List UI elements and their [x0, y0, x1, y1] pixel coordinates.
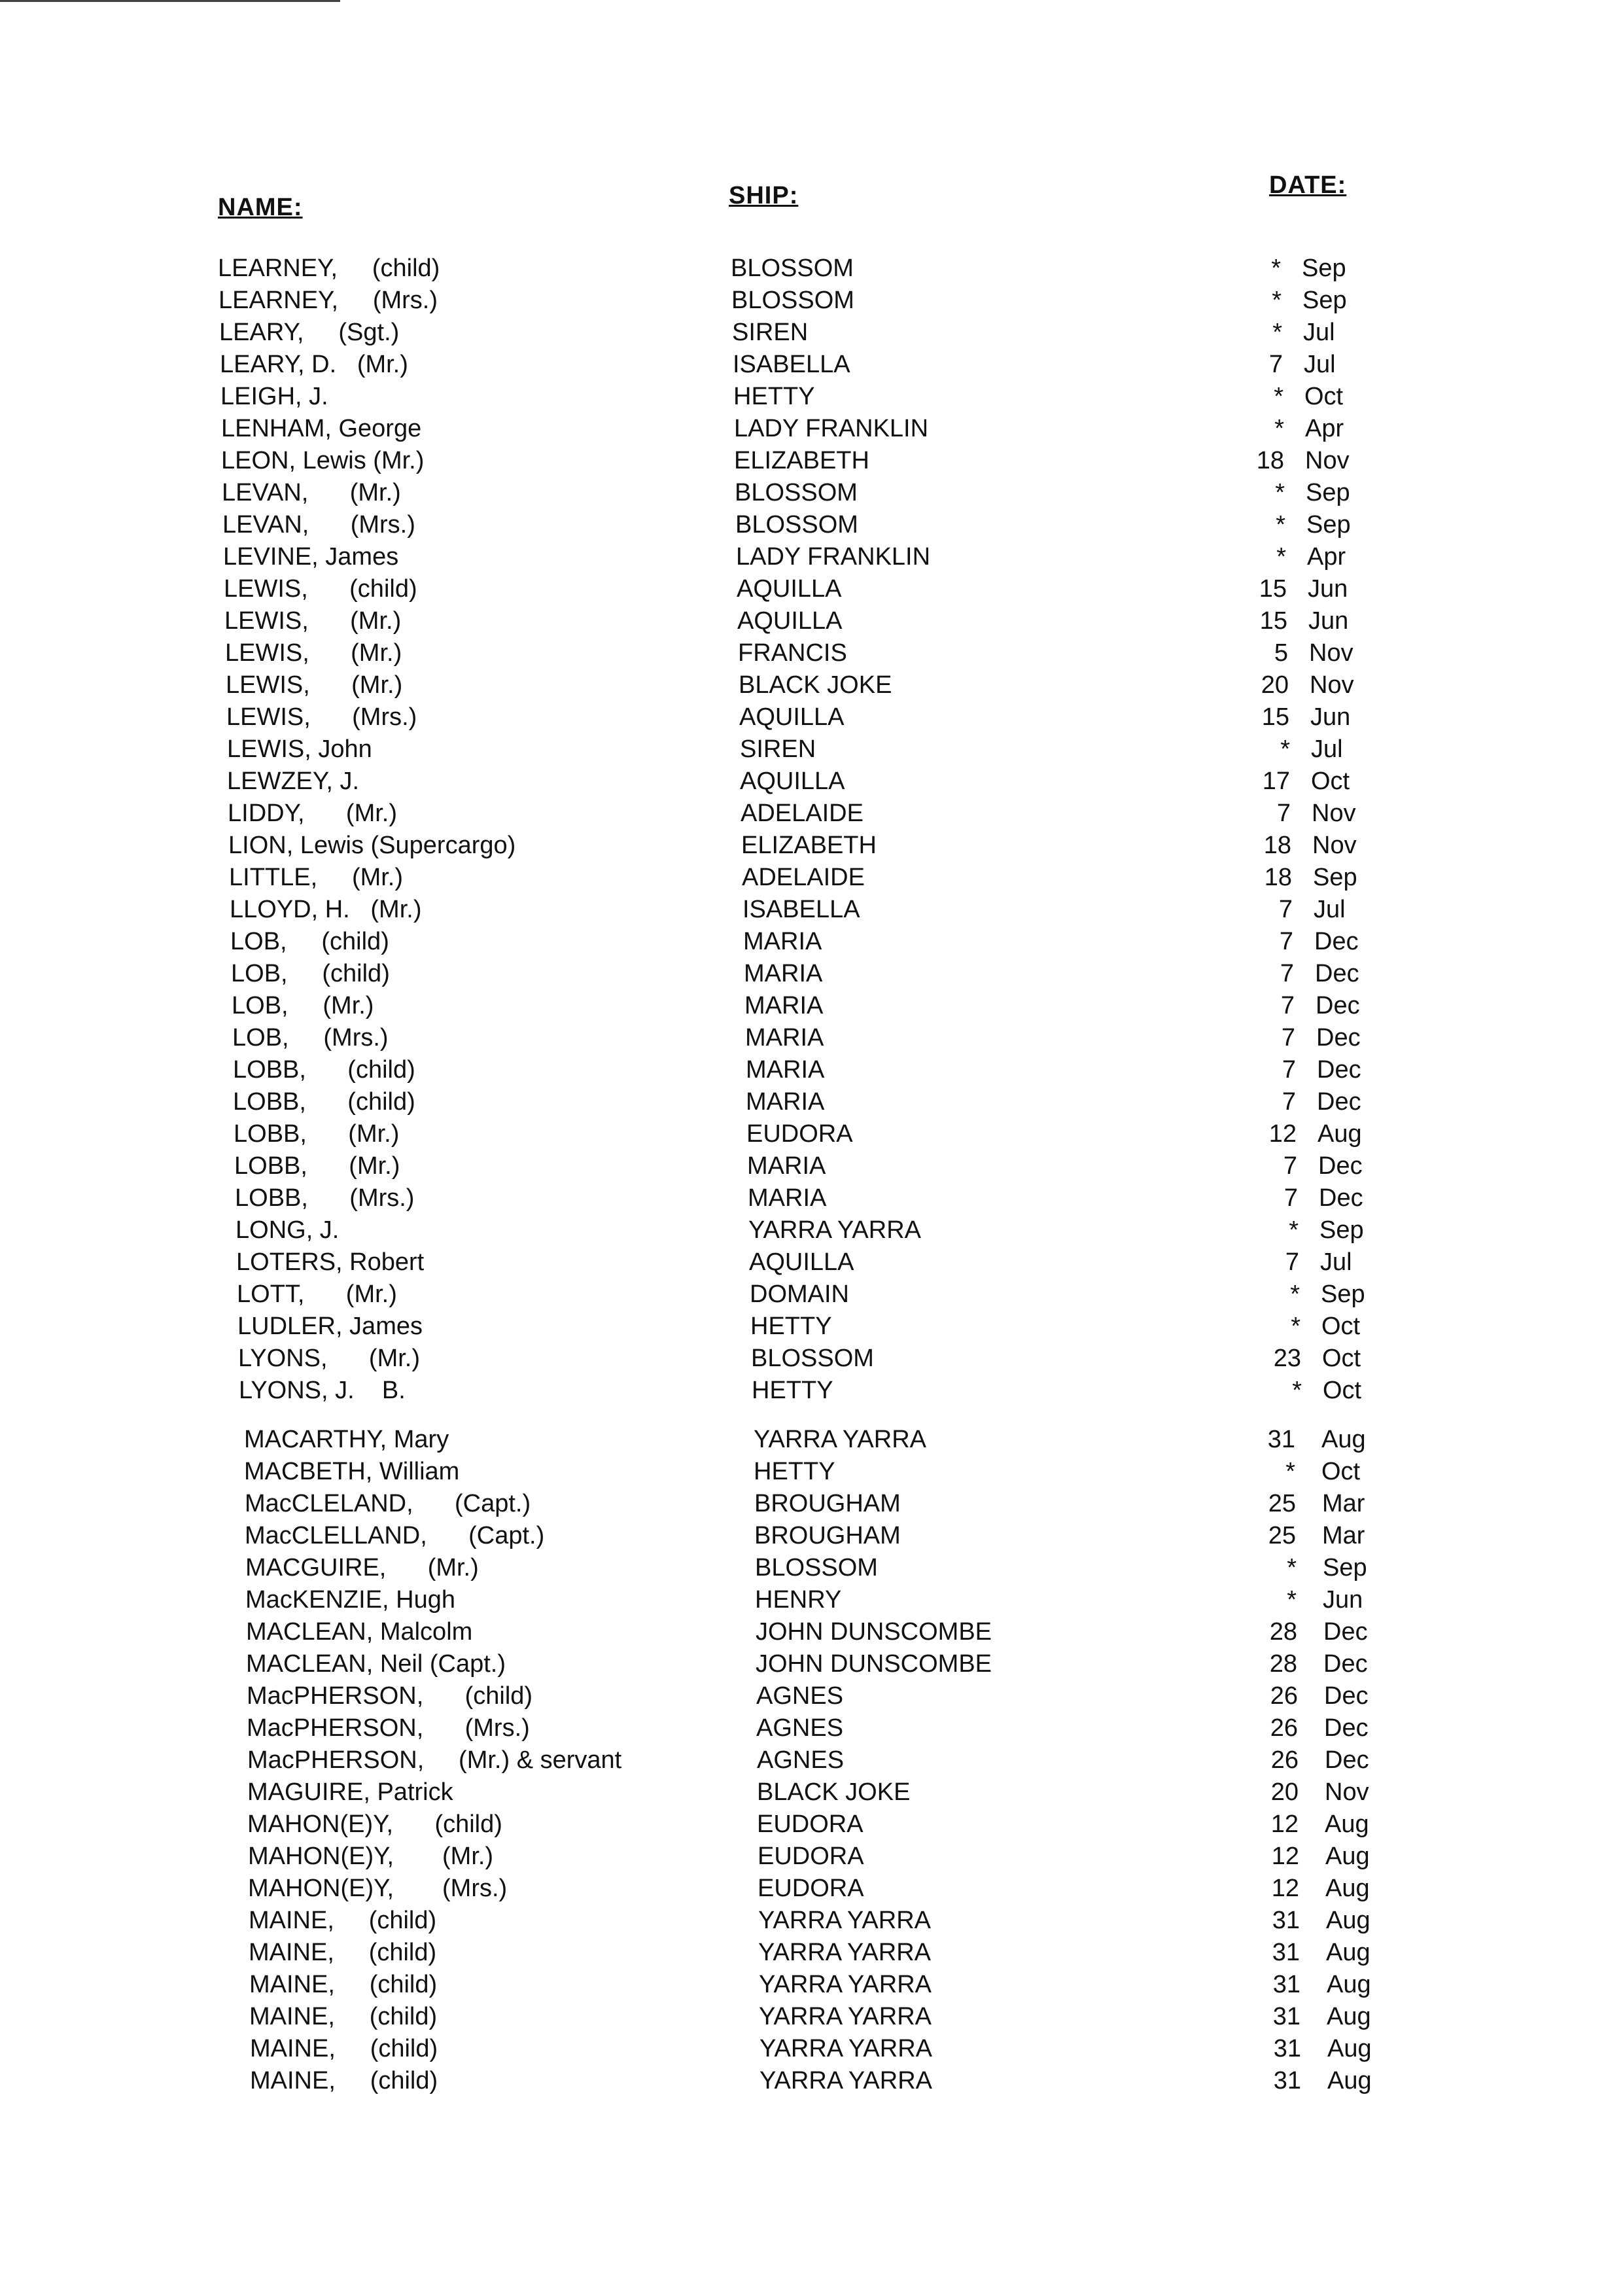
passenger-name: MACGUIRE, (Mr.) [245, 1554, 479, 1581]
passenger-name: LOTERS, Robert [236, 1248, 425, 1276]
date-day: * [1285, 1458, 1295, 1485]
ship-name: ADELAIDE [741, 800, 864, 827]
ship-name: AQUILLA [740, 768, 845, 795]
date-day: * [1287, 1554, 1297, 1581]
ship-name: EUDORA [758, 1875, 864, 1902]
date-month: Aug [1325, 1810, 1369, 1838]
table-row [0, 766, 1623, 798]
date-day: 26 [1270, 1682, 1298, 1710]
date-month: Aug [1327, 2003, 1371, 2030]
passenger-name: LEWIS, (child) [224, 575, 417, 603]
table-row [0, 253, 1623, 285]
date-day: 18 [1256, 447, 1284, 474]
table-row [0, 830, 1623, 862]
ship-name: BLACK JOKE [739, 671, 892, 699]
ship-name: YARRA YARRA [759, 2035, 932, 2062]
date-day: 26 [1270, 1746, 1299, 1774]
ship-name: MARIA [743, 928, 822, 955]
date-day: 7 [1279, 928, 1293, 955]
date-day: 31 [1272, 1939, 1300, 1966]
ship-name: SIREN [732, 319, 809, 346]
passenger-name: MacCLELAND, (Capt.) [245, 1490, 531, 1517]
passenger-name: LOBB, (child) [233, 1056, 415, 1084]
date-month: Dec [1317, 1056, 1361, 1084]
date-month: Jul [1320, 1248, 1352, 1276]
passenger-name: LEARNEY, (child) [218, 255, 440, 282]
passenger-name: LEVAN, (Mrs.) [222, 511, 415, 539]
date-day: * [1289, 1216, 1299, 1244]
passenger-name: LOBB, (Mr.) [234, 1120, 400, 1148]
date-day: * [1272, 287, 1282, 314]
date-day: 31 [1273, 2035, 1301, 2062]
table-row [0, 1712, 1623, 1744]
date-month: Oct [1321, 1458, 1361, 1485]
passenger-name: MacPHERSON, (child) [247, 1682, 533, 1710]
table-row [0, 669, 1623, 701]
passenger-list-l [0, 253, 1623, 1407]
passenger-name: LEWIS, (Mr.) [225, 639, 402, 667]
date-month: Oct [1323, 1377, 1362, 1404]
date-day: 5 [1274, 639, 1288, 667]
date-day: 31 [1267, 1426, 1295, 1453]
date-month: Nov [1305, 447, 1350, 474]
date-day: * [1274, 383, 1283, 410]
ship-name: BLACK JOKE [757, 1778, 911, 1806]
ship-name: DOMAIN [750, 1280, 849, 1308]
date-month: Apr [1307, 543, 1346, 571]
ship-name: ISABELLA [733, 351, 850, 378]
passenger-name: LEVINE, James [223, 543, 399, 571]
header-date: DATE: [1269, 171, 1347, 199]
table-row [0, 637, 1623, 669]
passenger-name: MacPHERSON, (Mrs.) [247, 1714, 530, 1742]
date-month: Nov [1325, 1778, 1369, 1806]
date-day: 20 [1270, 1778, 1299, 1806]
passenger-name: LYONS, J. B. [239, 1377, 406, 1404]
date-month: Sep [1319, 1216, 1364, 1244]
passenger-name: MAHON(E)Y, (Mr.) [248, 1843, 494, 1870]
ship-name: AQUILLA [739, 703, 845, 731]
ship-name: HETTY [733, 383, 815, 410]
date-day: 12 [1270, 1810, 1299, 1838]
table-row [0, 1809, 1623, 1841]
ship-name: BLOSSOM [735, 511, 858, 539]
ship-name: YARRA YARRA [758, 1939, 931, 1966]
passenger-name: LEVAN, (Mr.) [222, 479, 401, 506]
table-row [0, 1488, 1623, 1520]
date-month: Mar [1322, 1490, 1365, 1517]
date-day: 17 [1262, 768, 1290, 795]
date-day: 7 [1278, 896, 1293, 923]
table-row [0, 733, 1623, 766]
header-name: NAME: [218, 194, 303, 221]
date-month: Apr [1305, 415, 1344, 442]
ship-name: MARIA [744, 960, 823, 987]
ship-name: EUDORA [746, 1120, 853, 1148]
date-month: Aug [1326, 1939, 1370, 1966]
ship-name: AGNES [756, 1714, 844, 1742]
date-month: Oct [1322, 1345, 1361, 1372]
date-month: Aug [1326, 1907, 1370, 1934]
table-row [0, 1905, 1623, 1937]
date-month: Aug [1327, 2067, 1372, 2094]
table-row [0, 509, 1623, 541]
table-row [0, 413, 1623, 445]
date-day: 7 [1283, 1184, 1298, 1212]
passenger-name: MAINE, (child) [249, 1939, 437, 1966]
ship-name: MARIA [747, 1152, 826, 1180]
date-day: 7 [1285, 1248, 1299, 1276]
date-month: Jun [1308, 607, 1349, 635]
scan-edge-line [0, 0, 340, 2]
table-row [0, 1744, 1623, 1776]
passenger-name: MAINE, (child) [249, 1971, 438, 1998]
date-day: * [1274, 415, 1284, 442]
passenger-name: LYONS, (Mr.) [238, 1345, 420, 1372]
table-row [0, 1584, 1623, 1616]
date-month: Aug [1327, 2035, 1372, 2062]
table-row [0, 1022, 1623, 1054]
passenger-name: LEWIS, (Mr.) [226, 671, 403, 699]
table-row [0, 701, 1623, 733]
ship-name: YARRA YARRA [754, 1426, 926, 1453]
ship-name: AQUILLA [737, 575, 842, 603]
date-month: Sep [1302, 287, 1347, 314]
ship-name: BLOSSOM [731, 287, 854, 314]
table-row [0, 1937, 1623, 1969]
table-row [0, 541, 1623, 573]
passenger-name: MAINE, (child) [250, 2067, 438, 2094]
date-day: 28 [1269, 1618, 1297, 1646]
date-day: 31 [1272, 1907, 1300, 1934]
table-row [0, 926, 1623, 958]
table-row [0, 317, 1623, 349]
table-row [0, 573, 1623, 605]
ship-name: JOHN DUNSCOMBE [756, 1618, 992, 1646]
date-day: * [1287, 1586, 1297, 1614]
ship-name: ELIZABETH [741, 832, 877, 859]
date-day: 28 [1269, 1650, 1297, 1678]
date-day: 25 [1268, 1490, 1296, 1517]
table-row [0, 1776, 1623, 1809]
table-row [0, 1616, 1623, 1648]
date-month: Jul [1304, 351, 1336, 378]
table-row [0, 381, 1623, 413]
table-row [0, 1118, 1623, 1150]
table-row [0, 1424, 1623, 1456]
date-month: Dec [1314, 928, 1359, 955]
passenger-name: LEWIS, (Mrs.) [226, 703, 417, 731]
date-month: Jun [1323, 1586, 1363, 1614]
date-day: * [1276, 543, 1286, 571]
date-month: Nov [1312, 832, 1357, 859]
date-month: Jul [1303, 319, 1335, 346]
date-month: Sep [1302, 255, 1346, 282]
passenger-name: LEWIS, (Mr.) [224, 607, 402, 635]
table-row [0, 1311, 1623, 1343]
date-day: * [1276, 511, 1285, 539]
date-month: Dec [1324, 1682, 1369, 1710]
ship-name: YARRA YARRA [748, 1216, 921, 1244]
ship-name: BLOSSOM [751, 1345, 874, 1372]
passenger-name: LEWIS, John [227, 735, 372, 763]
date-month: Dec [1316, 992, 1360, 1019]
ship-name: YARRA YARRA [759, 2067, 932, 2094]
date-day: * [1291, 1313, 1300, 1340]
table-row [0, 1375, 1623, 1407]
passenger-name: MACBETH, William [244, 1458, 460, 1485]
date-day: 7 [1280, 960, 1294, 987]
date-month: Aug [1327, 1971, 1371, 1998]
table-row [0, 445, 1623, 477]
date-day: 26 [1270, 1714, 1298, 1742]
passenger-name: LLOYD, H. (Mr.) [230, 896, 422, 923]
date-month: Nov [1312, 800, 1356, 827]
table-row [0, 2033, 1623, 2065]
passenger-name: LOBB, (child) [233, 1088, 415, 1116]
table-row [0, 798, 1623, 830]
date-month: Dec [1323, 1650, 1368, 1678]
date-day: 7 [1283, 1152, 1297, 1180]
ship-name: YARRA YARRA [759, 2003, 932, 2030]
passenger-name: MAINE, (child) [249, 2003, 438, 2030]
passenger-name: LION, Lewis (Supercargo) [228, 832, 516, 859]
date-month: Aug [1318, 1120, 1362, 1148]
ship-name: HETTY [754, 1458, 835, 1485]
table-row [0, 990, 1623, 1022]
table-row [0, 1520, 1623, 1552]
date-month: Oct [1304, 383, 1344, 410]
date-day: 7 [1280, 992, 1295, 1019]
date-day: 20 [1261, 671, 1289, 699]
ship-name: HETTY [750, 1313, 832, 1340]
ship-name: JOHN DUNSCOMBE [756, 1650, 992, 1678]
passenger-name: LOB, (child) [231, 960, 390, 987]
date-day: * [1272, 319, 1282, 346]
table-row [0, 2065, 1623, 2097]
date-day: 7 [1276, 800, 1291, 827]
date-day: 31 [1272, 2003, 1300, 2030]
table-row [0, 477, 1623, 509]
date-day: * [1275, 479, 1285, 506]
date-month: Jun [1308, 575, 1348, 603]
passenger-name: LOBB, (Mrs.) [235, 1184, 415, 1212]
date-month: Aug [1321, 1426, 1366, 1453]
passenger-name: MAGUIRE, Patrick [247, 1778, 453, 1806]
table-row [0, 1214, 1623, 1246]
ship-name: BLOSSOM [735, 479, 858, 506]
passenger-name: MACARTHY, Mary [244, 1426, 449, 1453]
date-month: Dec [1324, 1714, 1369, 1742]
passenger-name: LITTLE, (Mr.) [229, 864, 404, 891]
table-row [0, 1246, 1623, 1279]
passenger-name: LEARNEY, (Mrs.) [218, 287, 438, 314]
date-month: Dec [1318, 1152, 1363, 1180]
table-row [0, 894, 1623, 926]
passenger-name: LOB, (Mr.) [232, 992, 374, 1019]
ship-name: MARIA [746, 1056, 825, 1084]
date-day: 12 [1271, 1843, 1299, 1870]
date-day: * [1292, 1377, 1302, 1404]
date-day: 25 [1268, 1522, 1296, 1549]
passenger-name: MACLEAN, Malcolm [246, 1618, 473, 1646]
passenger-name: LEON, Lewis (Mr.) [221, 447, 425, 474]
ship-name: ISABELLA [742, 896, 860, 923]
passenger-name: MAHON(E)Y, (child) [247, 1810, 502, 1838]
passenger-name: LIDDY, (Mr.) [228, 800, 398, 827]
passenger-name: LOB, (Mrs.) [232, 1024, 389, 1051]
passenger-name: LONG, J. [236, 1216, 340, 1244]
table-row [0, 285, 1623, 317]
date-month: Dec [1317, 1088, 1361, 1116]
date-month: Jul [1311, 735, 1343, 763]
passenger-name: MACLEAN, Neil (Capt.) [246, 1650, 506, 1678]
ship-name: LADY FRANKLIN [736, 543, 931, 571]
passenger-name: MAHON(E)Y, (Mrs.) [248, 1875, 508, 1902]
ship-name: MARIA [748, 1184, 827, 1212]
table-row [0, 1648, 1623, 1680]
passenger-list-m [0, 1424, 1623, 2097]
date-day: 31 [1273, 2067, 1301, 2094]
date-month: Aug [1325, 1843, 1370, 1870]
passenger-name: MacPHERSON, (Mr.) & servant [247, 1746, 622, 1774]
ship-name: EUDORA [758, 1843, 864, 1870]
passenger-name: MAINE, (child) [249, 1907, 437, 1934]
table-row [0, 1150, 1623, 1182]
table-row [0, 1054, 1623, 1086]
date-day: 31 [1272, 1971, 1300, 1998]
date-month: Dec [1315, 960, 1359, 987]
passenger-name: LEARY, D. (Mr.) [220, 351, 408, 378]
date-month: Mar [1322, 1522, 1365, 1549]
ship-name: MARIA [745, 1024, 824, 1051]
date-month: Dec [1319, 1184, 1363, 1212]
date-day: 15 [1261, 703, 1289, 731]
table-row [0, 1680, 1623, 1712]
ship-name: MARIA [746, 1088, 825, 1116]
ship-name: AQUILLA [749, 1248, 854, 1276]
ship-name: BLOSSOM [731, 255, 854, 282]
table-row [0, 1456, 1623, 1488]
passenger-name: LEWZEY, J. [227, 768, 360, 795]
ship-name: ADELAIDE [742, 864, 865, 891]
date-month: Dec [1325, 1746, 1369, 1774]
table-row [0, 1873, 1623, 1905]
date-month: Sep [1306, 511, 1351, 539]
ship-name: AQUILLA [737, 607, 843, 635]
ship-name: BROUGHAM [754, 1490, 901, 1517]
passenger-name: LUDLER, James [237, 1313, 423, 1340]
table-row [0, 1086, 1623, 1118]
ship-name: HENRY [755, 1586, 842, 1614]
table-row [0, 2001, 1623, 2033]
date-day: * [1290, 1280, 1300, 1308]
table-row [0, 1343, 1623, 1375]
ship-name: ELIZABETH [734, 447, 869, 474]
date-month: Nov [1309, 639, 1353, 667]
date-day: 7 [1281, 1024, 1295, 1051]
table-row [0, 1279, 1623, 1311]
header-ship: SHIP: [729, 182, 799, 209]
table-row [0, 958, 1623, 990]
passenger-name: LEIGH, J. [220, 383, 328, 410]
date-day: 23 [1273, 1345, 1301, 1372]
table-row [0, 349, 1623, 381]
ship-name: AGNES [757, 1746, 845, 1774]
date-month: Aug [1325, 1875, 1370, 1902]
date-day: 18 [1264, 864, 1292, 891]
date-month: Jun [1310, 703, 1351, 731]
date-month: Dec [1323, 1618, 1368, 1646]
passenger-name: LENHAM, George [221, 415, 422, 442]
passenger-name: MacKENZIE, Hugh [245, 1586, 455, 1614]
ship-name: EUDORA [757, 1810, 864, 1838]
ship-name: BROUGHAM [754, 1522, 901, 1549]
table-row [0, 1969, 1623, 2001]
table-row [0, 605, 1623, 637]
date-month: Sep [1323, 1554, 1367, 1581]
date-day: 15 [1259, 607, 1287, 635]
date-day: 18 [1263, 832, 1291, 859]
table-row [0, 1841, 1623, 1873]
date-month: Dec [1316, 1024, 1361, 1051]
ship-name: HETTY [752, 1377, 833, 1404]
date-month: Sep [1306, 479, 1350, 506]
date-day: 12 [1271, 1875, 1299, 1902]
table-row [0, 862, 1623, 894]
date-day: 7 [1282, 1088, 1296, 1116]
date-month: Oct [1311, 768, 1350, 795]
ship-name: YARRA YARRA [759, 1971, 932, 1998]
ship-name: BLOSSOM [755, 1554, 878, 1581]
date-day: 12 [1268, 1120, 1297, 1148]
ship-name: FRANCIS [738, 639, 847, 667]
passenger-name: LOTT, (Mr.) [237, 1280, 397, 1308]
table-row [0, 1182, 1623, 1214]
date-day: 7 [1282, 1056, 1296, 1084]
passenger-name: LOBB, (Mr.) [234, 1152, 400, 1180]
passenger-name: LOB, (child) [230, 928, 389, 955]
date-day: 7 [1268, 351, 1283, 378]
date-month: Sep [1313, 864, 1357, 891]
date-month: Jul [1314, 896, 1346, 923]
passenger-name: LEARY, (Sgt.) [219, 319, 400, 346]
ship-name: YARRA YARRA [758, 1907, 931, 1934]
date-day: * [1280, 735, 1290, 763]
date-month: Sep [1321, 1280, 1365, 1308]
ship-name: SIREN [740, 735, 816, 763]
passenger-name: MacCLELLAND, (Capt.) [245, 1522, 545, 1549]
ship-name: MARIA [744, 992, 824, 1019]
ship-name: AGNES [756, 1682, 844, 1710]
ship-name: LADY FRANKLIN [734, 415, 929, 442]
passenger-name: MAINE, (child) [250, 2035, 438, 2062]
date-day: 15 [1259, 575, 1287, 603]
table-row [0, 1552, 1623, 1584]
date-day: * [1271, 255, 1281, 282]
date-month: Nov [1310, 671, 1354, 699]
date-month: Oct [1321, 1313, 1361, 1340]
